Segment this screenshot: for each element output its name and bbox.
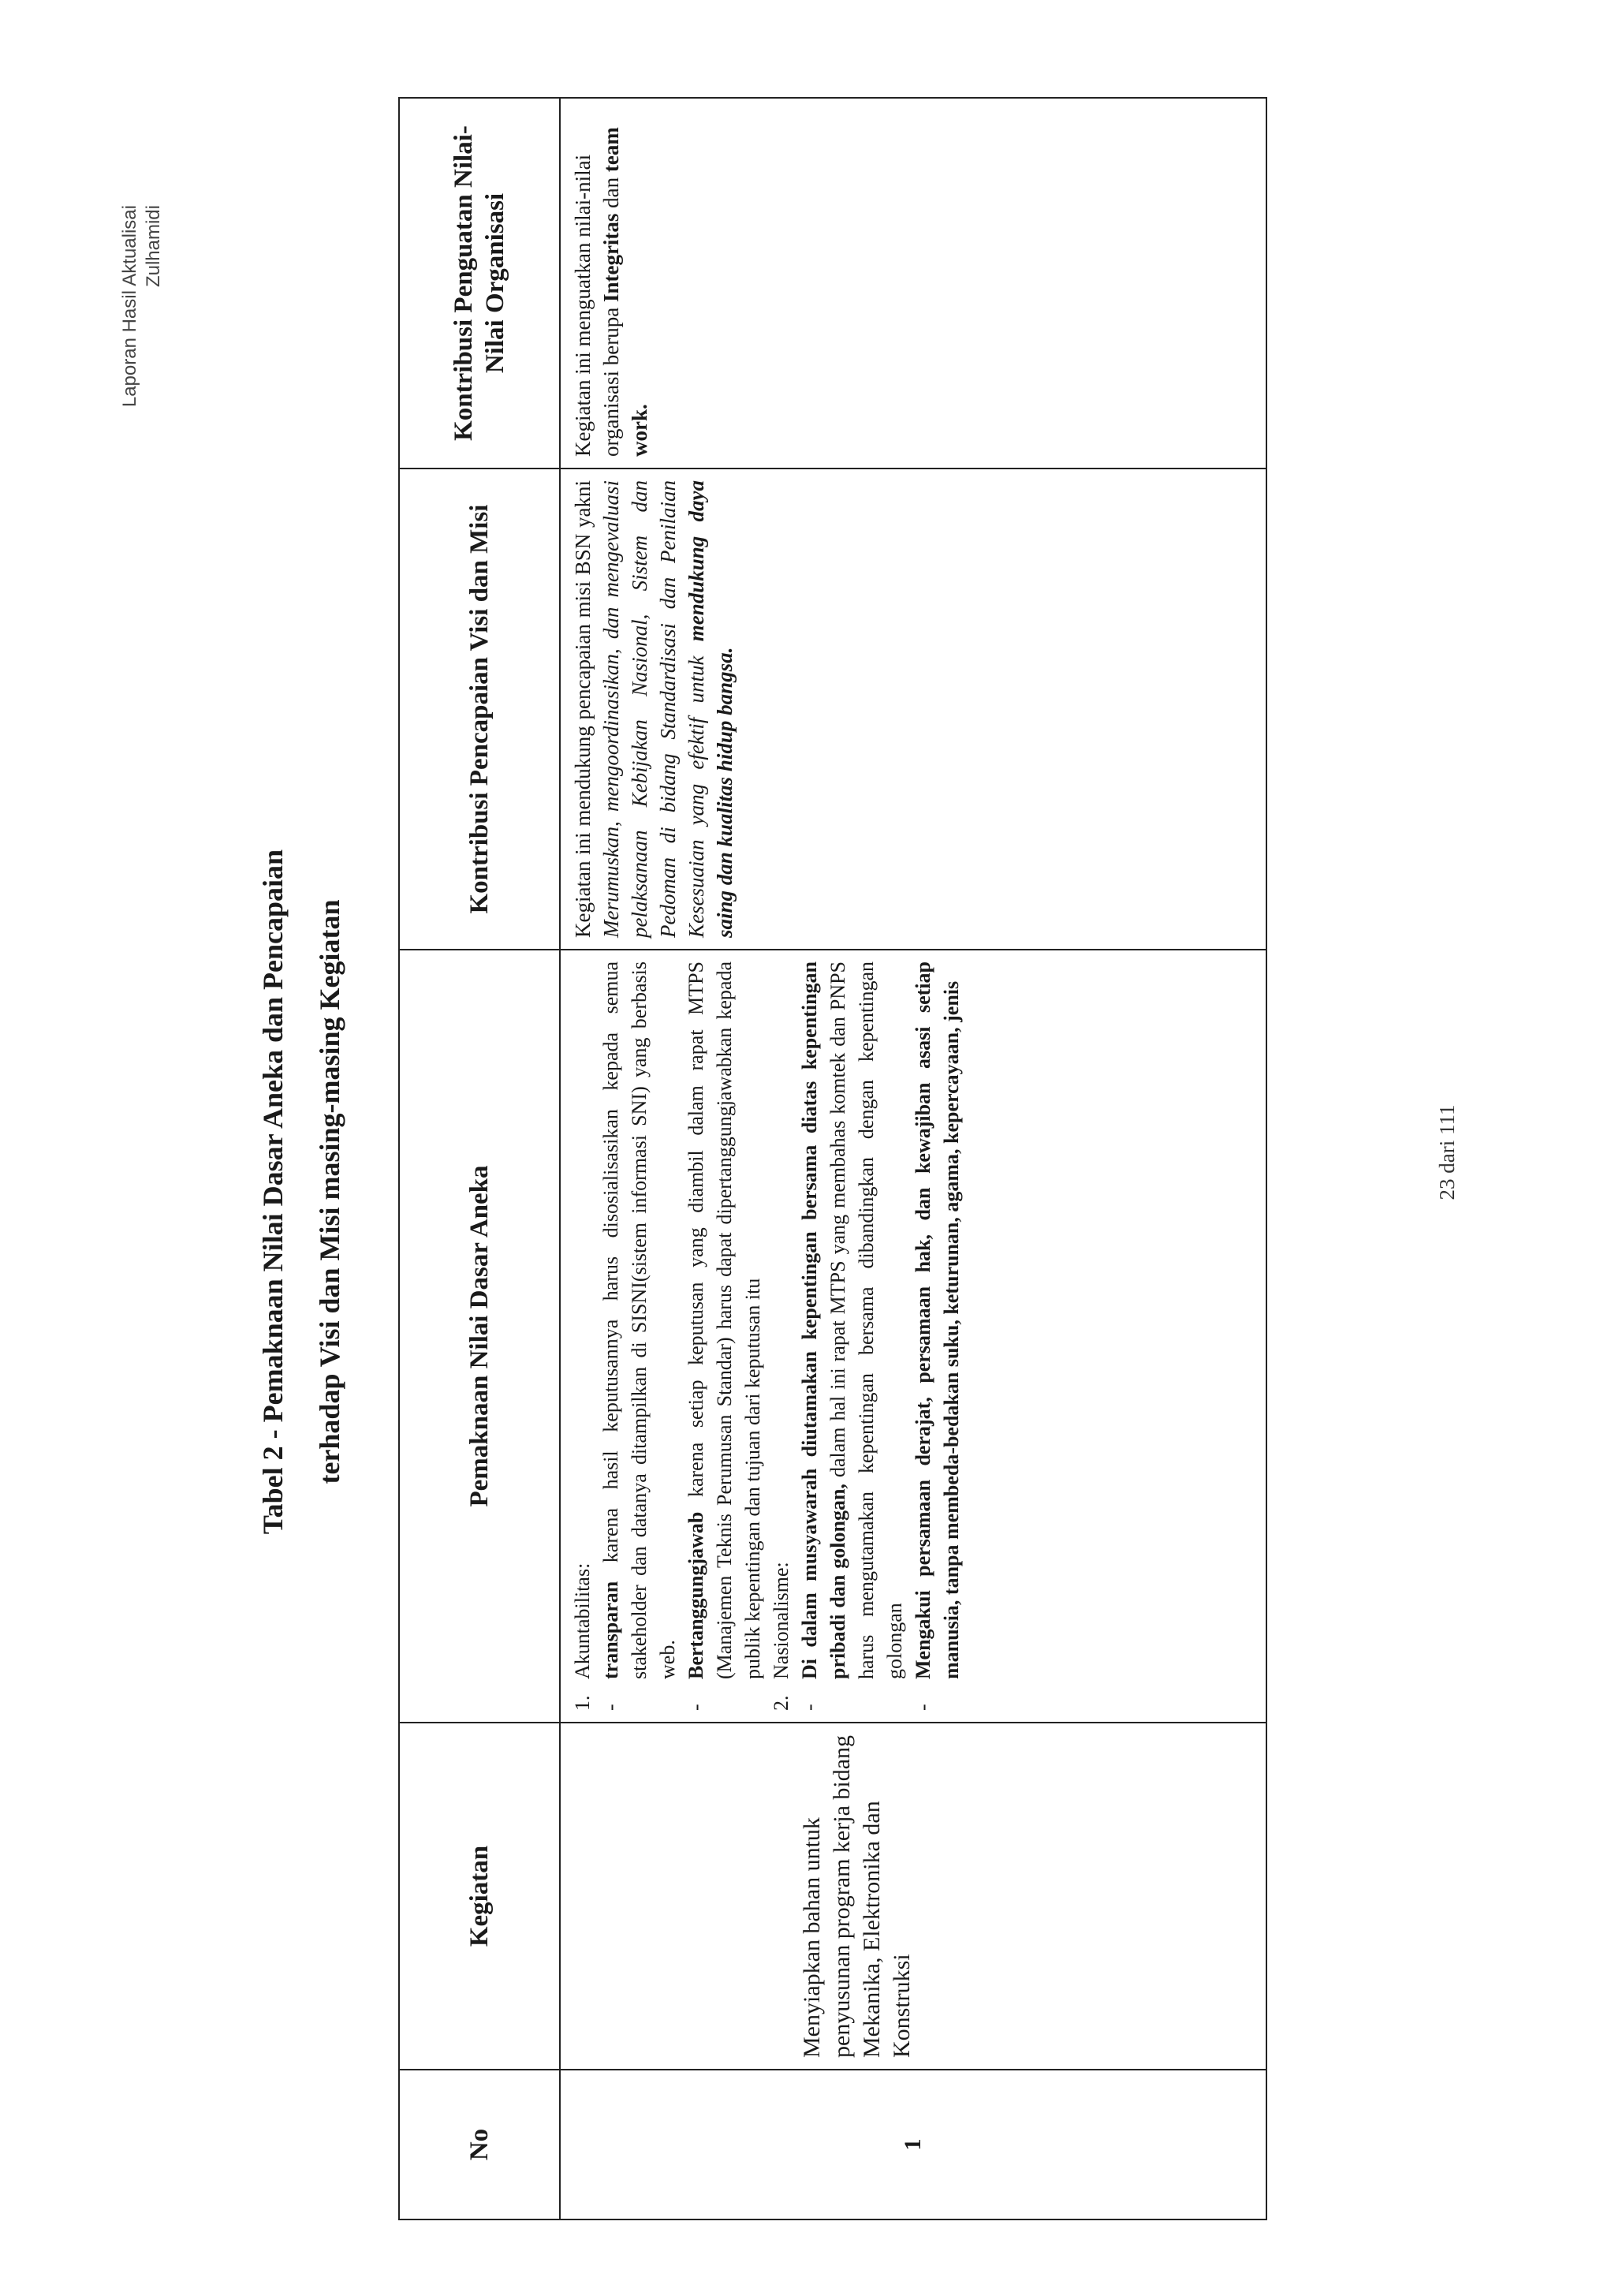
- report-title-line: Laporan Hasil Aktualisai: [119, 205, 140, 408]
- header-kontribusi: Kontribusi Penguatan Nilai-Nilai Organisasi: [399, 98, 560, 469]
- caption-line-1: Tabel 2 - Pemaknaan Nilai Dasar Aneka dan Pencapaian: [257, 849, 289, 1535]
- report-author-line: Zulhamidi: [143, 205, 164, 288]
- dash-bullet: -: [684, 1704, 707, 1711]
- dash-bullet: -: [599, 1704, 622, 1711]
- item-text: karena hasil keputusannya harus disosialisasikan kepada semua stakeholder dan datanya ditampilkan di SISNI(sistem informasi SNI) yang berbasis web.: [599, 961, 679, 1679]
- header-visi: Kontribusi Pencapaian Visi dan Misi: [399, 469, 560, 950]
- page-number: 23 dari 111: [1435, 1104, 1459, 1200]
- header-no: No: [399, 2070, 560, 2219]
- table-header-row: [399, 98, 560, 2219]
- row-visi: [560, 469, 1266, 950]
- table-caption: [244, 561, 358, 1823]
- section-number: 2.: [770, 1695, 793, 1711]
- caption-line-2: terhadap Visi dan Misi masing-masing Kegiatan: [314, 899, 345, 1484]
- section-nasionalisme: [767, 961, 966, 1711]
- list-item: [909, 961, 966, 1711]
- item-bold: Mengakui persamaan derajat, persamaan hak, dan kewajiban asasi setiap manusia, tanpa membeda-bedakan suku, keturunan, agama, kepercayaan, jenis: [912, 961, 963, 1679]
- row-kontribusi: [560, 98, 1266, 469]
- list-item: [597, 961, 682, 1711]
- dash-bullet: -: [798, 1704, 821, 1711]
- kontribusi-dan: dan: [599, 172, 623, 214]
- item-text: dalam hal ini rapat MTPS yang membahas komtek dan PNPS harus mengutamakan kepentingan bersama dibandingkan dengan kepentingan golongan: [826, 961, 906, 1679]
- visi-italic: Merumuskan, mengoordinasikan, dan mengevaluasi pelaksanaan Kebijakan Nasional, Sistem dan Pedoman di bidang Standardisasi dan Penilaian Kesesuaian yang efektif untuk: [599, 480, 708, 938]
- visi-bold-italic: mendukung daya saing dan kualitas hidup bangsa.: [684, 480, 737, 938]
- list-item: [682, 961, 767, 1711]
- header-kegiatan: Kegiatan: [399, 1723, 560, 2070]
- kontribusi-integritas: Integritas: [599, 213, 623, 303]
- list-item: [796, 961, 909, 1711]
- kontribusi-teamwork: team work: [599, 127, 651, 457]
- section-title: Akuntabilitas:: [571, 1562, 594, 1679]
- table-row: [560, 98, 1266, 2219]
- section-akuntabilitas: [569, 961, 767, 1711]
- row-pemaknaan: [560, 950, 1266, 1723]
- aneka-table: [398, 97, 1267, 2220]
- item-bold: Di dalam musyawarah diutamakan kepentingan bersama diatas kepentingan pribadi dan golongan,: [798, 961, 849, 1679]
- kontribusi-end: .: [628, 404, 651, 409]
- item-text: karena setiap keputusan yang diambil dalam rapat MTPS (Manajemen Teknis Perumusan Standar) harus dapat dipertanggungjawabkan kepada publik kepentingan dan tujuan dari keputusan itu: [684, 961, 764, 1679]
- item-bold: Bertanggungjawab: [684, 1511, 707, 1679]
- dash-bullet: -: [912, 1704, 934, 1711]
- row-kegiatan: Menyiapkan bahan untuk penyusunan program kerja bidang Mekanika, Elektronika dan Konstruksi: [560, 1723, 1266, 2070]
- report-header: [118, 205, 166, 407]
- item-bold: transparan: [599, 1581, 622, 1679]
- row-number: 1: [560, 2070, 1266, 2219]
- visi-intro: Kegiatan ini mendukung pencapaian misi BSN yakni: [571, 480, 595, 938]
- section-number: 1.: [571, 1695, 594, 1711]
- section-title: Nasionalisme:: [770, 1562, 793, 1679]
- kontribusi-text: Kegiatan ini menguatkan nilai-nilai organisasi berupa: [571, 154, 623, 457]
- header-pemaknaan: Pemaknaan Nilai Dasar Aneka: [399, 950, 560, 1723]
